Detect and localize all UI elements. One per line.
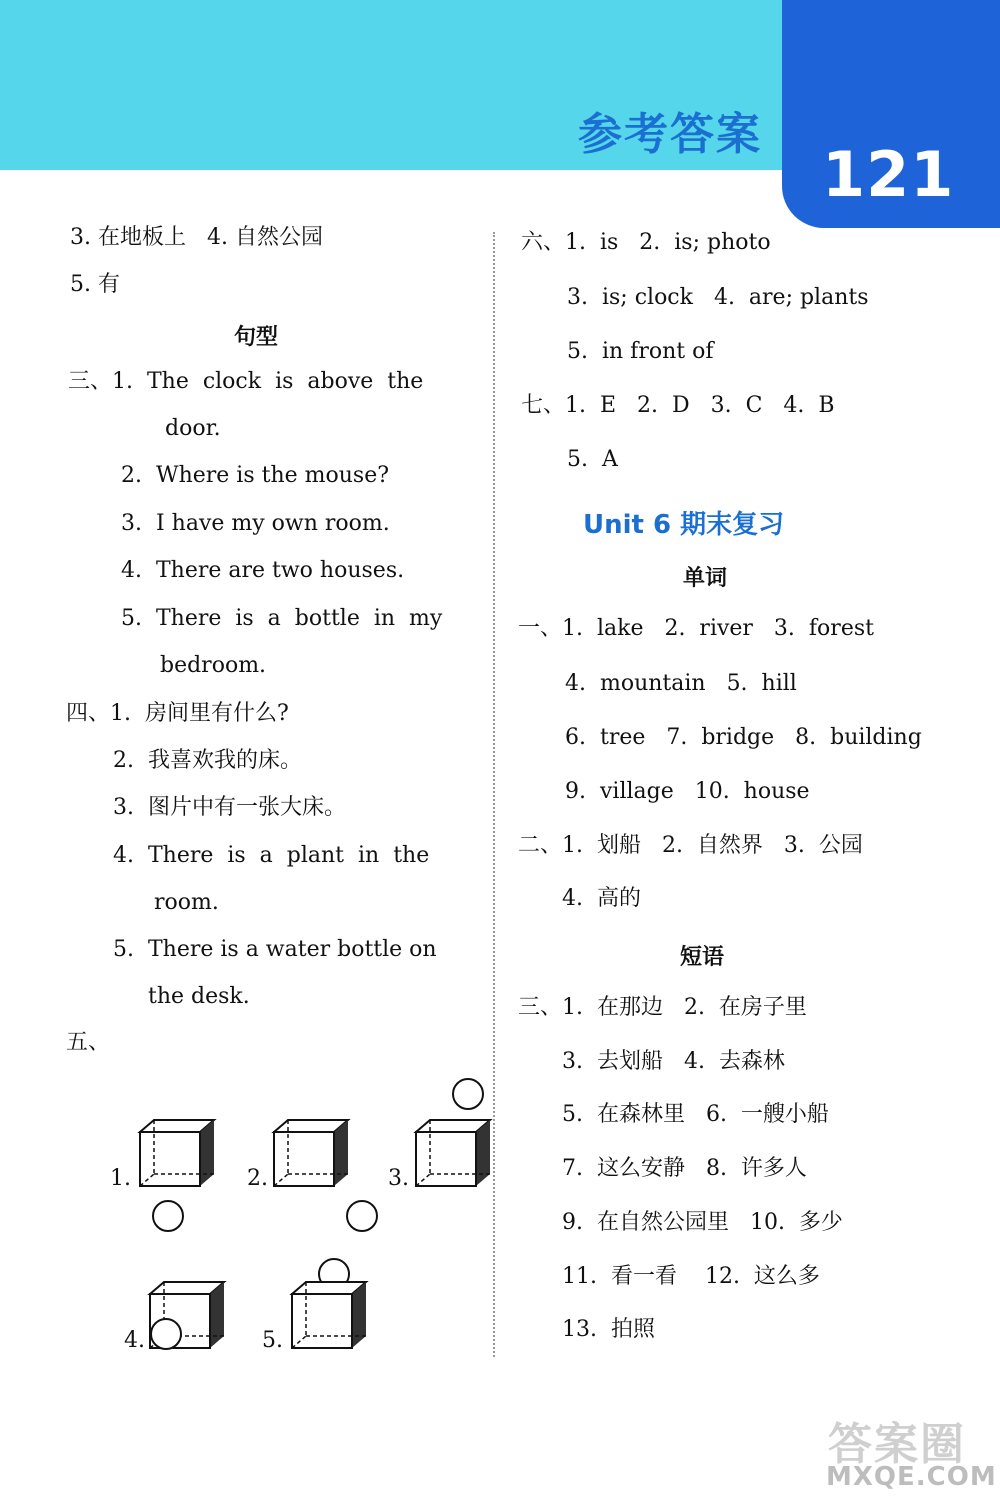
answer-line: 三、1. The clock is above the: [68, 369, 424, 394]
figure-label: 2.: [247, 1166, 268, 1191]
answer-line: 六、1. is 2. is; photo: [521, 230, 771, 255]
answer-line: 二、1. 划船 2. 自然界 3. 公园: [518, 833, 863, 858]
answer-line: 11. 看一看 12. 这么多: [562, 1264, 820, 1289]
answer-line: 三、1. 在那边 2. 在房子里: [518, 995, 807, 1020]
section-heading-phrases: 短语: [680, 945, 725, 970]
figure-label: 3.: [388, 1166, 409, 1191]
answer-line: 9. 在自然公园里 10. 多少: [562, 1210, 843, 1235]
watermark-url: MXQE.COM: [826, 1462, 997, 1492]
answer-line: 5. 在森林里 6. 一艘小船: [562, 1102, 829, 1127]
answer-line: 4. There are two houses.: [121, 558, 405, 583]
cube-figure-5: [288, 1256, 378, 1366]
answer-line: 一、1. lake 2. river 3. forest: [518, 616, 874, 641]
answer-line: the desk.: [148, 984, 250, 1009]
answer-line: 七、1. E 2. D 3. C 4. B: [521, 393, 835, 418]
answer-line: 7. 这么安静 8. 许多人: [562, 1156, 807, 1181]
answer-line: 13. 拍照: [562, 1317, 655, 1342]
watermark-logo: [820, 1408, 997, 1498]
answer-line: 四、1. 房间里有什么?: [66, 701, 289, 726]
page-number: 121: [822, 138, 955, 211]
answer-line: 5. A: [567, 447, 618, 472]
figure-label: 5.: [262, 1328, 283, 1353]
answer-line: 4. mountain 5. hill: [565, 671, 797, 696]
section-heading-sentences: 句型: [234, 325, 279, 350]
figure-label: 4.: [124, 1328, 145, 1353]
answer-line: 3. 图片中有一张大床。: [113, 795, 346, 820]
answer-line: 5. There is a bottle in my: [121, 606, 443, 631]
header-title: 参考答案: [578, 109, 762, 160]
cube-figure-2: [270, 1116, 380, 1236]
section-heading-words: 单词: [683, 566, 728, 591]
answer-line: 2. 我喜欢我的床。: [113, 748, 302, 773]
answer-line: 4. There is a plant in the: [113, 843, 430, 868]
answer-line: 4. 高的: [562, 886, 641, 911]
cube-figure-3: [412, 1076, 502, 1196]
answer-line: 5. 有: [70, 272, 120, 297]
answer-line: 3. I have my own room.: [121, 511, 390, 536]
answer-line: room.: [154, 890, 219, 915]
answer-line: 5. There is a water bottle on: [113, 937, 437, 962]
answer-line: 5. in front of: [567, 339, 714, 364]
watermark-text: 答案圈: [828, 1419, 966, 1470]
answer-line: 6. tree 7. bridge 8. building: [565, 725, 922, 750]
unit-title: Unit 6 期末复习: [583, 510, 785, 540]
cube-figure-4: [146, 1278, 236, 1368]
answer-line: 9. village 10. house: [565, 779, 810, 804]
answer-line: 3. 在地板上 4. 自然公园: [70, 225, 323, 250]
answer-line: 3. is; clock 4. are; plants: [567, 285, 869, 310]
answer-line: 2. Where is the mouse?: [121, 463, 390, 488]
answer-line: 五、: [66, 1030, 111, 1055]
answer-line: door.: [165, 416, 221, 441]
figure-label: 1.: [110, 1166, 131, 1191]
answer-line: bedroom.: [160, 653, 267, 678]
answer-line: 3. 去划船 4. 去森林: [562, 1049, 785, 1074]
cube-figure-1: [136, 1116, 226, 1236]
